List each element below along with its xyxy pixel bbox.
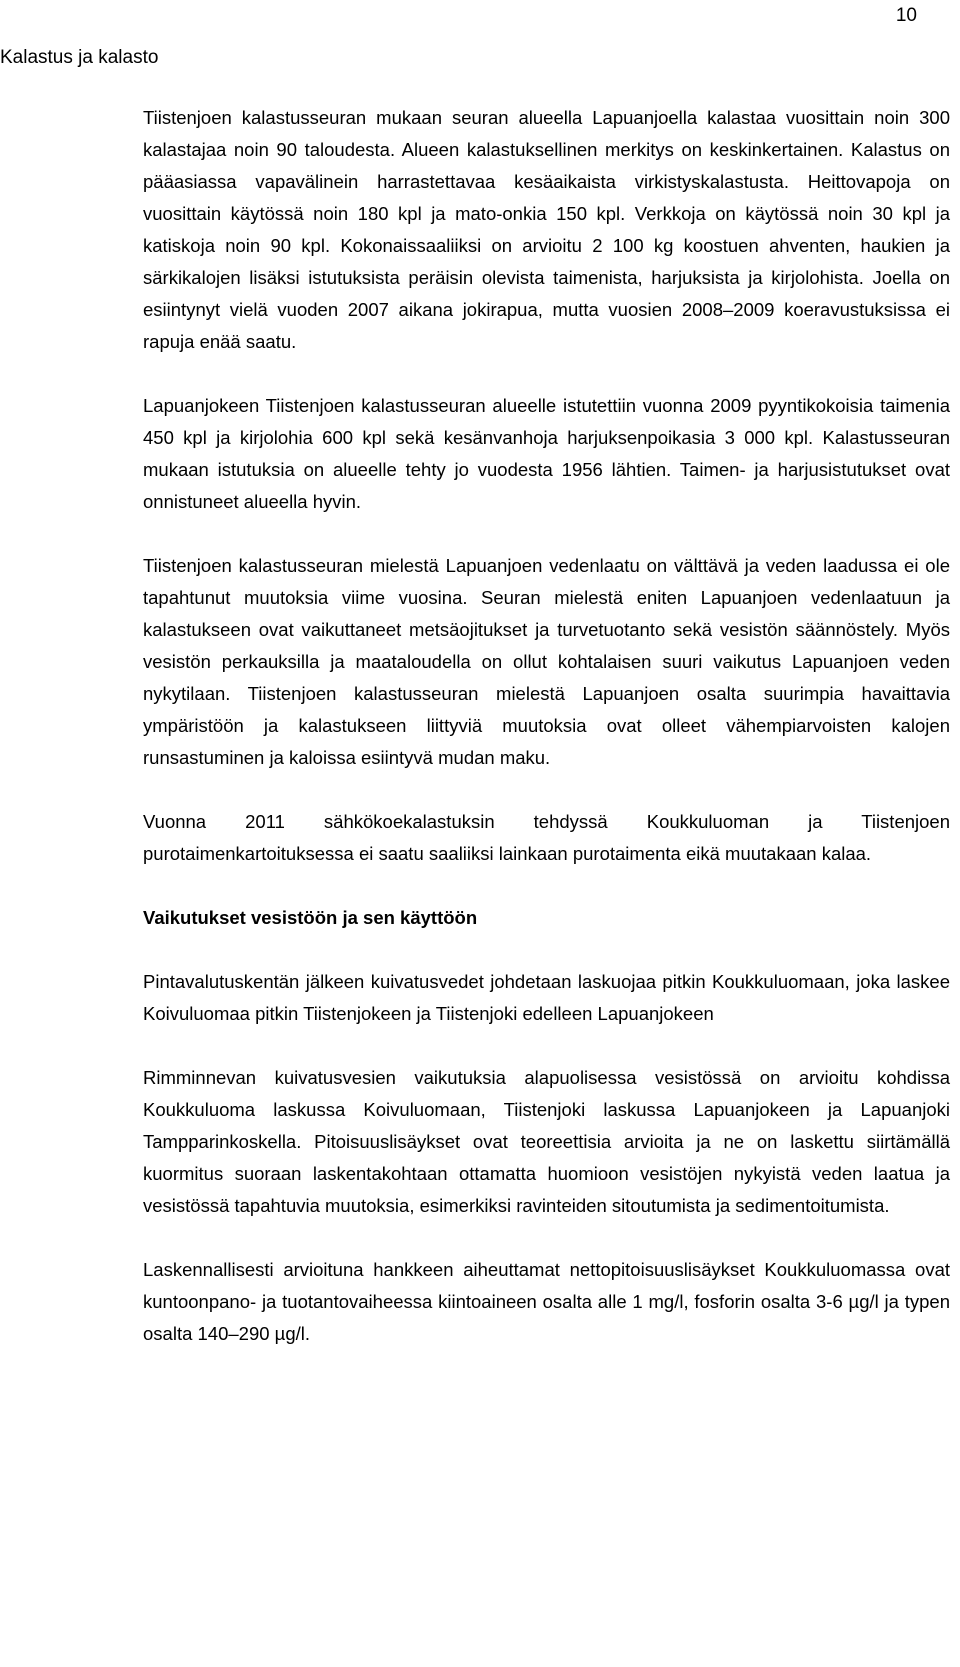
paragraph-drainage-route: Pintavalutuskentän jälkeen kuivatusvedet johdetaan laskuojaa pitkin Koukkuluomaan, joka laskee Koivuluomaa pitkin Tiistenjokeen ja Tiistenjoki edelleen Lapuanjokeen [143, 971, 950, 1024]
paragraph-electrofishing: Vuonna 2011 sähkökoekalastuksin tehdyssä Koukkuluoman ja Tiistenjoen purotaimenkartoituksessa ei saatu saaliiksi lainkaan purotaimenta eikä muutakaan kalaa. [143, 811, 950, 864]
paragraph-water-quality-opinion: Tiistenjoen kalastusseuran mielestä Lapuanjoen vedenlaatu on välttävä ja veden laadussa ei ole tapahtunut muutoksia viime vuosina. Seuran mielestä eniten Lapuanjoen vedenlaatuun ja kalastukseen ovat vaikuttaneet metsäojitukset ja turvetuotanto sekä vesistön säännöstely. Myös vesistön perkauksilla ja maataloudella on ollut kohtalaisen suuri vaikutus Lapuanjoen veden nykytilaan. Tiistenjoen kalastusseuran mielestä Lapuanjoen osalta suurimpia havaittavia ympäristöön ja kalastukseen liittyviä muutoksia ovat olleet vähempiarvoisten kalojen runsastuminen ja kaloissa esiintyvä mudan maku. [143, 555, 950, 768]
paragraph-stocking: Lapuanjokeen Tiistenjoen kalastusseuran alueelle istutettiin vuonna 2009 pyyntikokoisia taimenia 450 kpl ja kirjolohia 600 kpl sekä kesänvanhoja harjuksenpoikasia 3 000 kpl. Kalastusseuran mukaan istutuksia on alueelle tehty jo vuodesta 1956 lähtien. Taimen- ja harjusistutukset ovat onnistuneet alueella hyvin. [143, 395, 950, 512]
section-header: Kalastus ja kalasto [0, 47, 159, 68]
paragraph-impact-assessment: Rimminnevan kuivatusvesien vaikutuksia alapuolisessa vesistössä on arvioitu kohdissa Koukkuluoma laskussa Koivuluomaan, Tiistenjoki laskussa Lapuanjokeen ja Lapuanjoki Tampparinkoskella. Pitoisuuslisäykset ovat teoreettisia arvioita ja ne on laskettu siirtämällä kuormitus suoraan laskentakohtaan ottamatta huomioon vesistöjen nykyistä veden laatua ja vesistössä tapahtuvia muutoksia, esimerkiksi ravinteiden sitoutumista ja sedimentoitumista. [143, 1067, 950, 1216]
paragraph-fishing-overview: Tiistenjoen kalastusseuran mukaan seuran alueella Lapuanjoella kalastaa vuosittain noin 300 kalastajaa noin 90 taloudesta. Alueen kalastuksellinen merkitys on keskinkertainen. Kalastus on pääasiassa vapavälinein harrastettavaa kesäaikaista virkistyskalastusta. Heittovapoja on vuosittain käytössä noin 180 kpl ja mato-onkia 150 kpl. Verkkoja on käytössä noin 30 kpl ja katiskoja noin 90 kpl. Kokonaissaaliiksi on arvioitu 2 100 kg koostuen ahventen, haukien ja särkikalojen lisäksi istutuksista peräisin olevista taimenista, harjuksista ja kirjolohista. Joella on esiintynyt vielä vuoden 2007 aikana jokirapua, mutta vuosien 2008–2009 koeravustuksissa ei rapuja enää saatu. [143, 107, 950, 352]
document-body [143, 102, 950, 1382]
section-heading: Vaikutukset vesistöön ja sen käyttöön [143, 907, 478, 928]
paragraph-concentration-increase: Laskennallisesti arvioituna hankkeen aiheuttamat nettopitoisuuslisäykset Koukkuluomassa ovat kuntoonpano- ja tuotantovaiheessa kiintoaineen osalta alle 1 mg/l, fosforin osalta 3-6 µg/l ja typen osalta 140–290 µg/l. [143, 1259, 950, 1344]
page-number: 10 [895, 5, 917, 26]
